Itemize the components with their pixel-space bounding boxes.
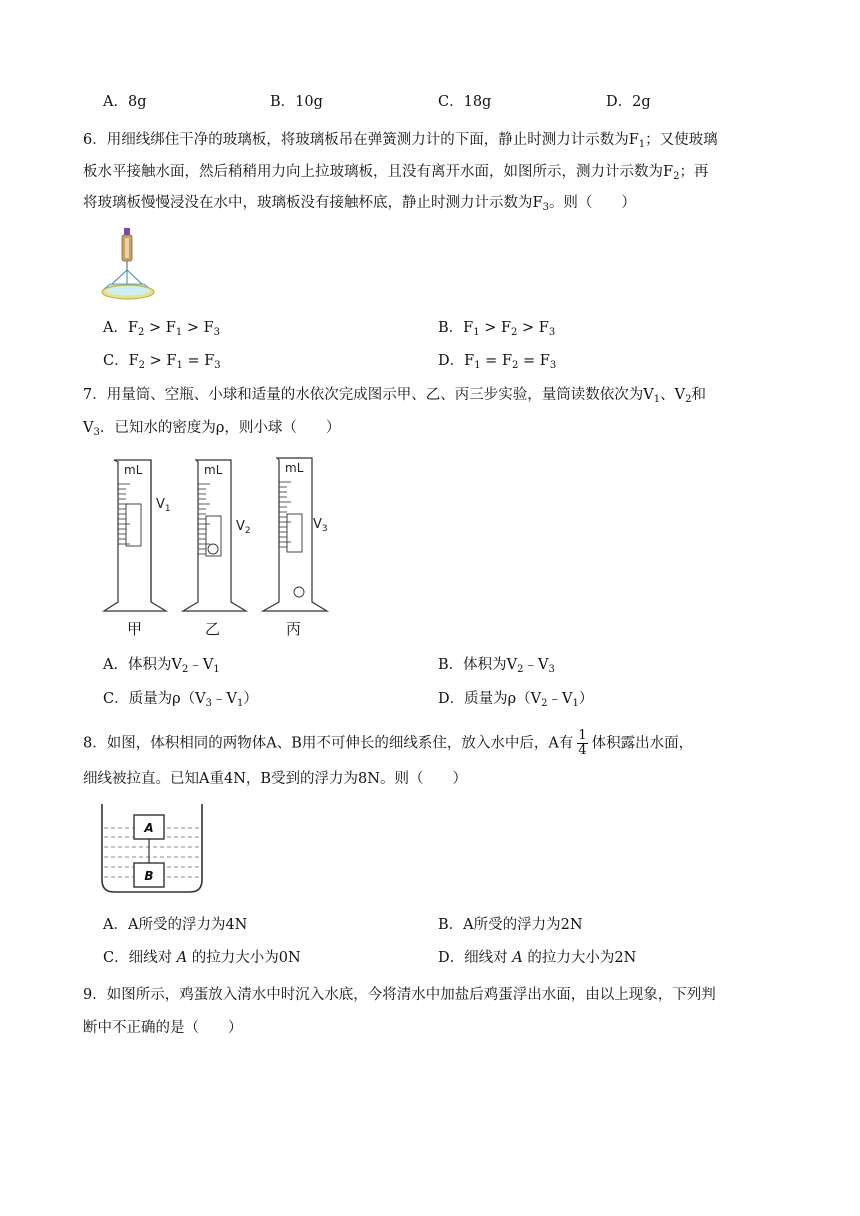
q8-stem-line2: 细线被拉直。已知A重4N，B受到的浮力为8N。则（ ） — [83, 771, 467, 787]
q8-stem-line1: 8．如图，体积相同的两物体A、B用不可伸长的细线系住，放入水中后，A有 $\frac{1}{4}$ 体积露出水面， — [83, 728, 694, 758]
cylinder-jia — [104, 460, 166, 611]
q7-option-a: A．体积为$V_2﹣V_1$ — [103, 657, 220, 675]
caption-jia: 甲 — [127, 620, 143, 638]
q7-option-d: D．质量为$\rho(V_2﹣V_1)$ — [438, 691, 594, 709]
q6-stem-line1: 6．用细线绑住干净的玻璃板，将玻璃板吊在弹簧测力计的下面，静止时测力计示数为$F_1$；又使玻璃 — [83, 132, 718, 150]
q5-option-a: A．8g — [103, 94, 147, 110]
q5-option-c: C．18g — [438, 94, 492, 110]
graduated-cylinders-figure — [100, 452, 340, 642]
cylinder-jia-unit: mL — [124, 463, 143, 477]
q9-stem-line2: 断中不正确的是（ ） — [83, 1020, 243, 1036]
floating-blocks-figure — [98, 800, 208, 896]
force-symbol: $F_2$ — [500, 320, 518, 338]
force-symbol: $F_3$ — [203, 320, 221, 338]
q9-stem-line1: 9．如图所示，鸡蛋放入清水中时沉入水底，今将清水中加盐后鸡蛋浮出水面，由以上现象，下列判 — [83, 987, 716, 1003]
force-symbol: $F_2$ — [127, 320, 145, 338]
q6-option-d — [438, 351, 556, 371]
cylinder-bing — [263, 458, 327, 611]
q6-option-label: B． — [438, 320, 464, 336]
force-symbol: $F_1$ — [165, 320, 183, 338]
force-symbol: $F_3$ — [204, 353, 221, 371]
svg-text:B: B — [144, 869, 154, 883]
q6-stem-line3: 将玻璃板慢慢浸没在水中，玻璃板没有接触杯底，静止时测力计示数为$F_3$。则（ ） — [83, 195, 636, 213]
operator: = — [518, 353, 540, 369]
q5-option-b: B．10g — [270, 94, 323, 110]
caption-yi: 乙 — [205, 620, 221, 638]
force-symbol: $F_1$ — [463, 320, 480, 338]
q7-option-c: C．质量为$\rho(V_3﹣V_1)$ — [103, 691, 258, 709]
cylinder-yi — [183, 460, 246, 611]
operator: > — [479, 320, 501, 336]
q8-option-a: A．A所受的浮力为4N — [103, 917, 248, 933]
cylinder-yi-unit: mL — [204, 463, 223, 477]
operator: > — [517, 320, 539, 336]
force-symbol: $F_3$ — [539, 353, 557, 371]
q8-option-c: C．细线对 A 的拉力大小为0N — [103, 950, 301, 966]
force-symbol: $F_1$ — [166, 353, 183, 371]
q6-option-label: D． — [438, 353, 465, 369]
spring-scale-glass-plate-figure — [100, 226, 156, 304]
operator: = — [182, 353, 205, 369]
small-ball-bing — [294, 587, 304, 597]
q6-option-c — [103, 351, 221, 371]
cylinder-bing-unit: mL — [285, 461, 304, 475]
fraction-one-quarter: $\frac{1}{4}$ — [578, 728, 587, 758]
q6-option-b — [438, 318, 555, 338]
q6-option-label: A． — [103, 320, 128, 336]
q6-option-a — [103, 318, 220, 338]
caption-bing: 丙 — [286, 620, 302, 638]
volume-label-v2: $V_2$ — [236, 519, 251, 536]
q8-option-d: D．细线对 A 的拉力大小为2N — [438, 950, 637, 966]
operator: > — [182, 320, 204, 336]
q5-option-d: D．2g — [606, 94, 651, 110]
q7-option-b: B．体积为$V_2﹣V_3$ — [438, 657, 555, 675]
q6-option-label: C． — [103, 353, 129, 369]
q6-stem-line2: 板水平接触水面，然后稍稍用力向上拉玻璃板，且没有离开水面，如图所示，测力计示数为$F_2$；再 — [83, 164, 709, 182]
small-ball-yi — [208, 544, 218, 554]
q8-option-b: B．A所受的浮力为2N — [438, 917, 583, 933]
force-symbol: $F_3$ — [538, 320, 556, 338]
force-symbol: $F_2$ — [128, 353, 146, 371]
q7-stem-line2: $V_3$．已知水的密度为ρ，则小球（ ） — [83, 420, 341, 438]
operator: = — [480, 353, 502, 369]
operator: > — [144, 320, 166, 336]
q7-stem-line1: 7．用量筒、空瓶、小球和适量的水依次完成图示甲、乙、丙三步实验，量筒读数依次为$V_1$、$V_2$和 — [83, 387, 706, 405]
force-symbol: $F_2$ — [501, 353, 519, 371]
volume-label-v1: $V_1$ — [156, 497, 171, 514]
force-symbol: $F_1$ — [464, 353, 481, 371]
operator: > — [145, 353, 167, 369]
svg-text:A: A — [144, 821, 154, 835]
volume-label-v3: $V_3$ — [313, 517, 328, 534]
